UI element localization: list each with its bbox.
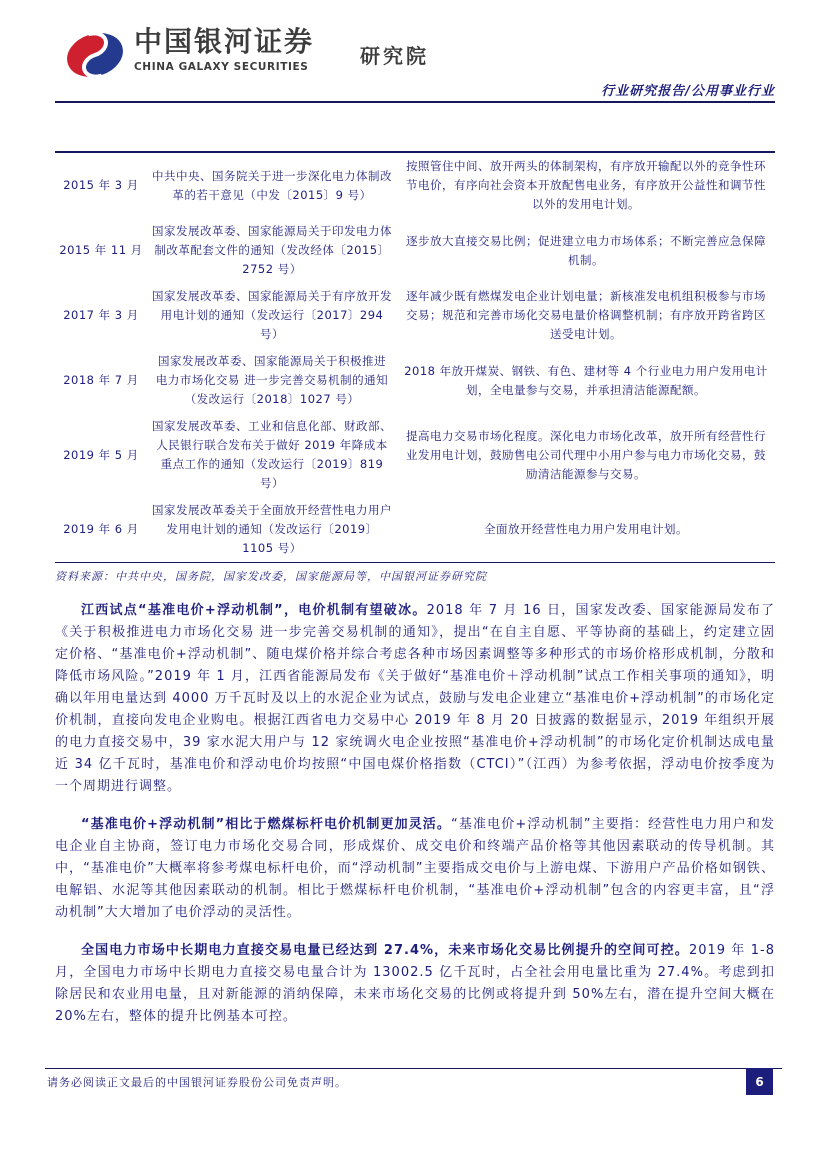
disclaimer-text: 请务必阅读正文最后的中国银河证券股份公司免责声明。: [47, 1076, 347, 1089]
logo-suffix-research-institute: 研究院: [360, 44, 429, 68]
policy-content: 逐步放大直接交易比例；促进建立电力市场体系；不断完善应急保障机制。: [406, 233, 766, 267]
logo-text-block: [134, 26, 314, 74]
paragraph-lead: “基准电价+浮动机制”相比于燃煤标杆电价机制更加灵活。: [81, 817, 452, 832]
paragraph-lead: 江西试点“基准电价+浮动机制”，电价机制有望破冰。: [81, 603, 427, 618]
policy-document: 中共中央、国务院关于进一步深化电力体制改革的若干意见（中发〔2015〕9 号）: [152, 168, 392, 202]
policy-document: 国家发展改革委、国家能源局关于有序放开发用电计划的通知（发改运行〔2017〕294 号）: [152, 289, 392, 341]
paragraph-body: 2019 年 1-8 月，全国电力市场中长期电力直接交易电量合计为 13002.5 亿千瓦时，占全社会用电量比重为 27.4%。考虑到扣除居民和农业用电量，且对新能源的消纳保障，未来市场化交易的比例或将提升到 50%左右，潜在提升空间大概在 20%左右，整体的提升比例基本可控。: [55, 943, 775, 1024]
policy-content: 全面放开经营性电力用户发用电计划。: [484, 522, 688, 536]
policy-table: [55, 151, 775, 563]
galaxy-swirl-icon: [64, 26, 126, 84]
policy-date: 2019 年 6 月: [63, 522, 139, 536]
paragraph-lead: 全国电力市场中长期电力直接交易电量已经达到 27.4%，未来市场化交易比例提升的空间可控。: [81, 943, 689, 958]
policy-document: 国家发展改革委、国家能源局关于印发电力体制改革配套文件的通知（发改经体〔2015〕2752 号）: [152, 224, 392, 276]
logo-name-en: CHINA GALAXY SECURITIES: [134, 61, 309, 73]
report-type-label: 行业研究报告/公用事业行业: [601, 84, 775, 99]
policy-date: 2015 年 11 月: [59, 243, 143, 257]
body-paragraph-3: [55, 940, 775, 1028]
body-paragraph-2: [55, 814, 775, 924]
table-row: [55, 283, 775, 348]
policy-date: 2015 年 3 月: [63, 178, 139, 192]
policy-content: 按照管住中间、放开两头的体制架构，有序放开输配以外的竞争性环节电价，有序向社会资本开放配售电业务，有序放开公益性和调节性以外的发用电计划。: [406, 159, 766, 211]
policy-content: 提高电力交易市场化程度。深化电力市场化改革，放开所有经营性行业发用电计划，鼓励售电公司代理中小用户参与电力市场化交易，鼓励清洁能源参与交易。: [406, 428, 766, 481]
policy-document: 国家发展改革委、工业和信息化部、财政部、人民银行联合发布关于做好 2019 年降成本重点工作的通知（发改运行〔2019〕819 号）: [152, 419, 392, 490]
table-row: [55, 413, 775, 497]
company-logo: [64, 26, 314, 84]
paragraph-body: “基准电价+浮动机制”主要指：经营性电力用户和发电企业自主协商，签订电力市场化交易合同，形成煤价、成交电价和终端产品价格等其他因素联动的传导机制。其中，“基准电价”大概率将参考煤电标杆电价，而“浮动机制”主要指成交电价与上游电煤、下游用户产品价格如钢铁、电解铝、水泥等其他因素联动的机制。相比于燃煤标杆电价机制，“基准电价+浮动机制”包含的内容更丰富，且“浮动机制”大大增加了电价浮动的灵活性。: [55, 817, 775, 920]
paragraph-body: 2018 年 7 月 16 日，国家发改委、国家能源局发布了《关于积极推进电力市场化交易 进一步完善交易机制的通知》，提出“在自主自愿、平等协商的基础上，约定建立固定价格、“基准电价+浮动机制”、随电煤价格并综合考虑各种市场因素调整等多种形式的市场价格形成机制，分散和降低市场风险。”2019 年 1 月，江西省能源局发布《关于做好“基准电价＋浮动机制”试点工作相关事项的通知》，明确以年用电量达到 4000 万千瓦时及以上的水泥企业为试点，鼓励与发电企业建立“基准电价+浮动机制”的市场化定价机制，直接向发电企业购电。根据江西省电力交易中心 2019 年 8 月 20 日披露的数据显示，2019 年组织开展的电力直接交易中，39 家水泥大用户与 12 家统调火电企业按照“基准电价+浮动机制”的市场化定价机制达成电量近 34 亿千瓦时，基准电价和浮动电价均按照“中国电煤价格指数（CTCI）”（江西）为参考依据，浮动电价按季度为一个周期进行调整。: [55, 603, 775, 794]
policy-content: 2018 年放开煤炭、钢铁、有色、建材等 4 个行业电力用户发用电计划，全电量参与交易，并承担清洁能源配额。: [404, 363, 768, 397]
main-content: [55, 151, 775, 1028]
logo-name-cn: 中国银河证券: [134, 25, 315, 58]
table-row: [55, 218, 775, 283]
table-row: [55, 497, 775, 563]
policy-content: 逐年减少既有燃煤发电企业计划电量；新核准发电机组积极参与市场交易；规范和完善市场化交易电量价格调整机制；有序放开跨省跨区送受电计划。: [406, 289, 766, 341]
table-row: [55, 152, 775, 218]
table-row: [55, 348, 775, 413]
policy-date: 2019 年 5 月: [63, 447, 139, 462]
policy-date: 2017 年 3 月: [63, 308, 139, 322]
table-source-note: 资料来源：中共中央，国务院，国家发改委，国家能源局等，中国银河证券研究院: [55, 570, 487, 583]
policy-document: 国家发展改革委关于全面放开经营性电力用户发用电计划的通知（发改运行〔2019〕1105 号）: [152, 503, 392, 555]
policy-date: 2018 年 7 月: [63, 373, 139, 387]
body-paragraph-1: [55, 600, 775, 798]
header-divider: [55, 101, 775, 103]
policy-document: 国家发展改革委、国家能源局关于积极推进 电力市场化交易 进一步完善交易机制的通知（发改运行〔2018〕1027 号）: [155, 354, 389, 406]
footer-divider: [45, 1068, 782, 1069]
page-number-badge: 6: [746, 1068, 773, 1095]
